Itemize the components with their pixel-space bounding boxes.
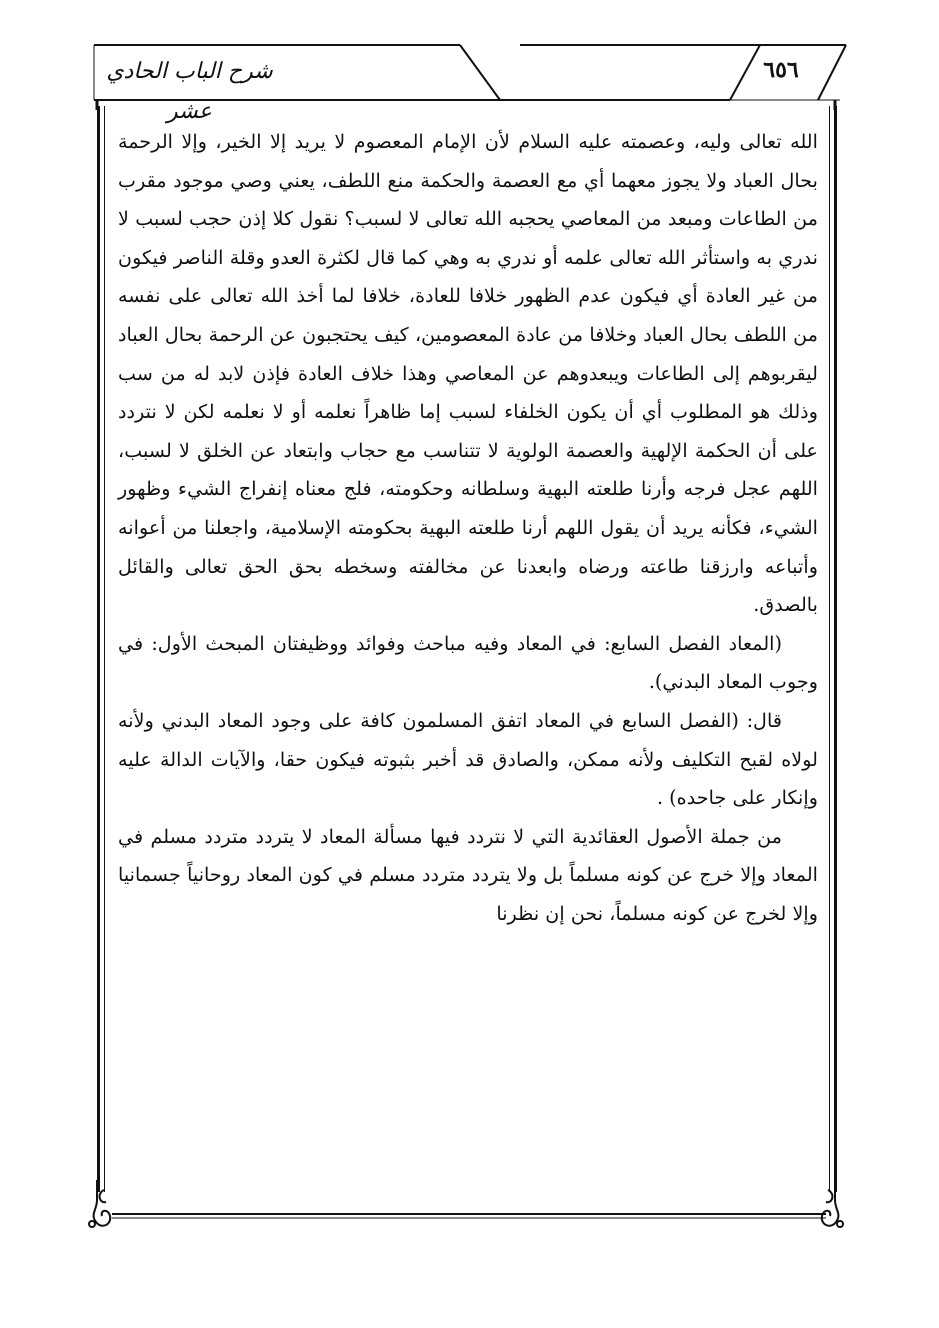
left-corner-flourish [89,1180,110,1227]
paragraph-1: الله تعالى وليه، وعصمته عليه السلام لأن الإمام المعصوم لا يريد إلا الخير، وإلا الرحمة بحال العباد ولا يجوز معهما أي مع العصمة والحكمة منع اللطف، يعني وصي موجود مقرب من الطاعات ومبعد من المعاصي يحجبه الله تعالى لا لسبب؟ نقول كلا إذن حجب لسبب لا ندري به واستأثر الله تعالى علمه أو ندري به وهي كما قال لكثرة العدو وقلة الناصر فيكون من غير العادة أي فيكون عدم الظهور خلافا للعادة، خلافا لما أخذ الله تعالى على نفسه من اللطف بحال العباد وخلافا من عادة المعصومين، كيف يحتجبون عن الرحمة بحال العباد ليقربوهم إلى الطاعات ويبعدوهم عن المعاصي وهذا خلاف العادة فإذن لابد له من سب وذلك هو المطلوب أي أن يكون الخلفاء لسبب إما ظاهراً نعلمه أو لا نعلمه لكن لا نتردد على أن الحكمة الإلهية والعصمة الولوية لا تتناسب مع حجاب وابتعاد عن الخلق لا لسبب، اللهم عجل فرجه وأرنا طلعته البهية وسلطانه وحكومته، فلج معناه إنفراج الشيء وظهور الشيء، فكأنه يريد أن يقول اللهم أرنا طلعته البهية بحكومته الإسلامية، واجعلنا من أعوانه وأتباعه وارزقنا طاعته ورضاه وابعدنا عن مخالفته وسخطه بحق الحق تعالى والقائل بالصدق. [118,130,818,617]
paragraph-3: قال: (الفصل السابع في المعاد اتفق المسلمون كافة على وجود المعاد البدني ولأنه لولاه لقبح التكليف ولأنه ممكن، والصادق قد أخبر بثبوته فيكون حقا، والآيات الدالة عليه وإنكار على جاحده) . [118,708,818,810]
page-header [0,0,939,124]
paragraph-4: من جملة الأصول العقائدية التي لا نتردد فيها مسألة المعاد لا يتردد متردد مسلم في المعاد وإلا خرج عن كونه مسلماً بل ولا يتردد متردد مسلم في كون المعاد روحانياً جسمانيا وإلا لخرج عن كونه مسلماً، نحن إن نظرنا [118,824,818,925]
body-text [118,123,818,933]
paragraph-2: (المعاد الفصل السابع: في المعاد وفيه مباحث وفوائد ووظيفتان المبحث الأول: في وجوب المعاد البدني). [118,631,818,694]
right-corner-flourish [822,1180,843,1227]
running-title: شرح الباب الحادي عشر [106,59,273,124]
page-number: ٦٥٦ [763,57,799,83]
bottom-ornament-border [0,1180,939,1240]
